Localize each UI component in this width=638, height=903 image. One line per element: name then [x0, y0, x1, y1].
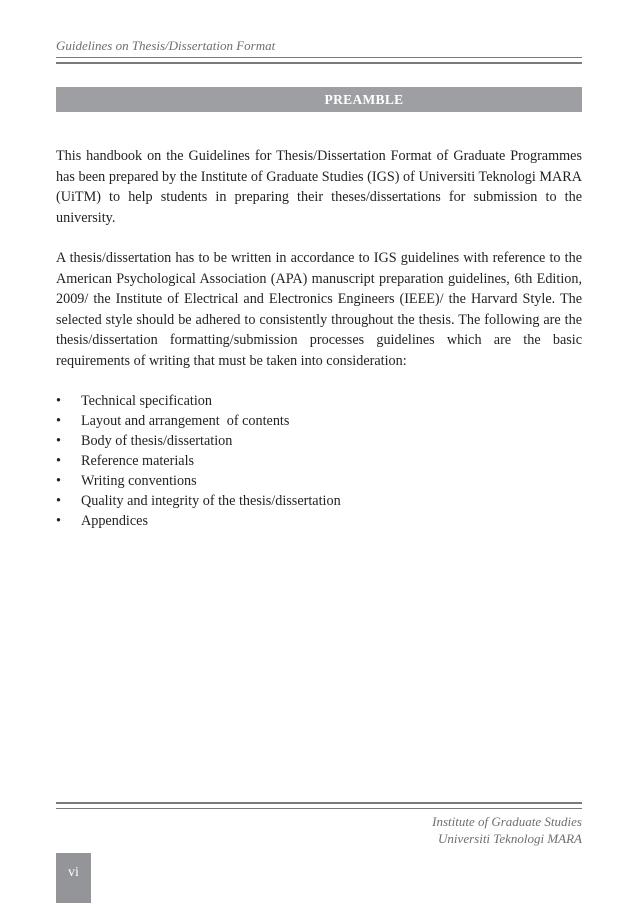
- paragraph-intro: This handbook on the Guidelines for Thesis/Dissertation Format of Graduate Programmes has been prepared by the Institute of Graduate Studies (IGS) of Universiti Teknologi MARA (UiTM) to help students in preparing their theses/dissertations for submission to the university.: [56, 148, 582, 226]
- bullet-icon: •: [56, 433, 61, 449]
- list-item: • Appendices: [56, 513, 148, 529]
- list-item: • Technical specification: [56, 393, 212, 409]
- paragraph-guidelines: A thesis/dissertation has to be written in accordance to IGS guidelines with reference to the American Psychological Association (APA) manuscript preparation guidelines, 6th Edition, 2009/ the Institute of Electrical and Electronics Engineers (IEEE)/ the Harvard Style. The selected style should be adhered to consistently throughout the thesis. The following are the thesis/dissertation formatting/submission processes guidelines which are the basic requirements of writing that must be taken into consideration:: [56, 250, 582, 369]
- bullet-icon: •: [56, 473, 61, 489]
- list-item: • Quality and integrity of the thesis/dissertation: [56, 493, 341, 509]
- list-item: • Writing conventions: [56, 473, 197, 489]
- requirements-list: [56, 391, 582, 531]
- bullet-icon: •: [56, 413, 61, 429]
- footer-line-2: Universiti Teknologi MARA: [438, 831, 582, 846]
- section-title: PREAMBLE: [324, 91, 404, 107]
- bullet-icon: •: [56, 493, 61, 509]
- list-item: • Body of thesis/dissertation: [56, 433, 233, 449]
- list-item: • Reference materials: [56, 453, 195, 469]
- footer-institute: [432, 813, 582, 847]
- bullet-icon: •: [56, 393, 61, 409]
- footer-rule: [56, 802, 582, 809]
- header-rule: [56, 57, 582, 64]
- list-item: • Layout and arrangement of contents: [56, 413, 290, 429]
- section-title-bar: [56, 87, 582, 112]
- body-text: [56, 146, 582, 531]
- page-number: vi: [56, 853, 91, 903]
- footer-line-1: Institute of Graduate Studies: [432, 814, 582, 829]
- bullet-icon: •: [56, 453, 61, 469]
- running-header: Guidelines on Thesis/Dissertation Format: [56, 38, 276, 53]
- bullet-icon: •: [56, 513, 61, 529]
